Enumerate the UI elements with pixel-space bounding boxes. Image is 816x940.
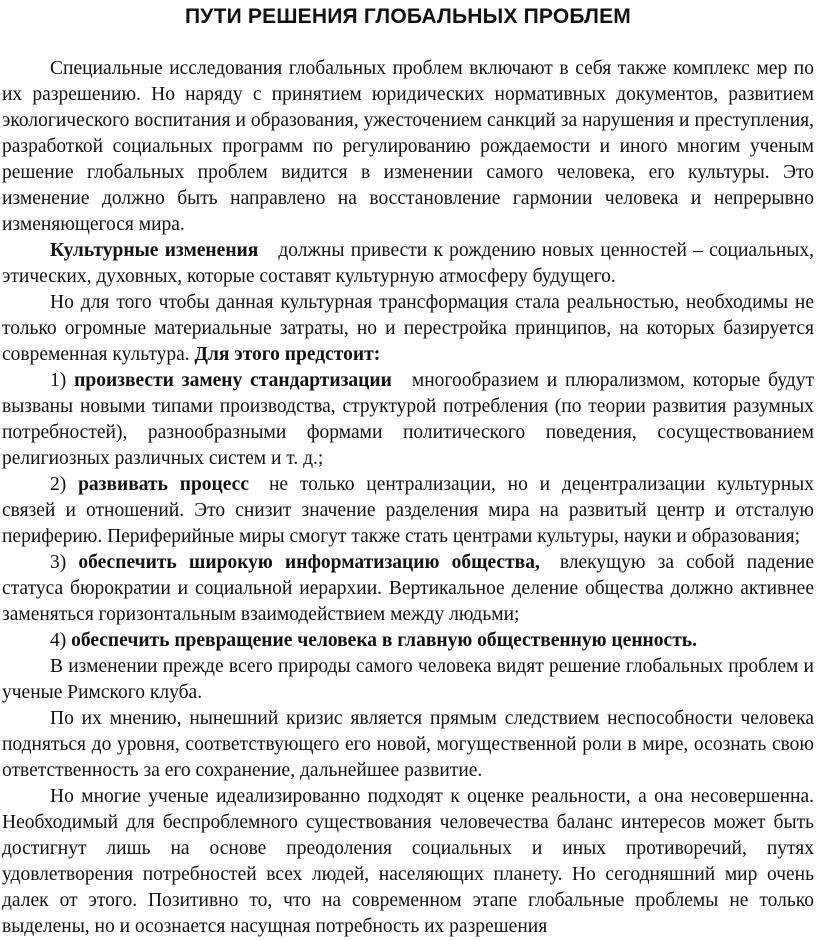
- paragraph-club-of-rome: В изменении прежде всего природы самого человека видят решение глобальных проблем и ученые Римского клуба.: [2, 656, 814, 703]
- list-item-1: [2, 368, 814, 472]
- list-item-3: [2, 550, 814, 628]
- document-title: ПУТИ РЕШЕНИЯ ГЛОБАЛЬНЫХ ПРОБЛЕМ: [185, 5, 631, 28]
- paragraph-intro: Специальные исследования глобальных проблем включают в себя также комплекс мер по их разрешению. Но наряду с принятием юридических нормативных документов, развитием экологического воспитания и образования, ужесточением санкций за нарушения и преступления, разработкой социальных программ по регулированию рождаемости и иного многим ученым решение глобальных проблем видится в изменении самого человека, его культуры. Это изменение должно быть направлено на восстановление гармонии человека и непрерывно изменяющегося мира.: [2, 58, 814, 235]
- list-item-4-number: 4): [50, 630, 67, 651]
- paragraph-transformation: [2, 290, 814, 368]
- list-item-2-number: 2): [50, 474, 67, 495]
- tasks-heading: Для этого предстоит:: [194, 344, 381, 365]
- list-item-2-text: не только централизации, но и децентрализации культурных связей и отношений. Это снизит значение разделения мира на развитый центр и отсталую периферию. Периферийные миры смогут также стать центрами культуры, науки и образования;: [2, 474, 814, 547]
- cultural-changes-term: Культурные изменения: [50, 240, 259, 261]
- list-item-1-bold: произвести замену стандартизации: [74, 370, 392, 391]
- list-item-4-bold: обеспечить превращение человека в главную общественную ценность.: [71, 630, 697, 651]
- list-item-3-number: 3): [50, 552, 67, 573]
- cultural-changes-text: должны привести к рождению новых ценностей – социальных, этических, духовных, которые составят культурную атмосферу будущего.: [2, 240, 815, 287]
- list-item-1-number: 1): [50, 370, 67, 391]
- list-item-2: [2, 472, 814, 550]
- list-item-2-bold: развивать процесс: [78, 474, 249, 495]
- list-item-3-text: влекущую за собой падение статуса бюрократии и социальной иерархии. Вертикальное деление общества должно активнее заменяться горизонтальным взаимодействием между людьми;: [2, 552, 815, 625]
- paragraph-reality: Но многие ученые идеализированно подходят к оценке реальности, а она несовершенна. Необходимый для беспроблемного существования человечества баланс интересов может быть достигнут лишь на основе преодоления социальных и иных противоречий, путях удовлетворения потребностей всех людей, населяющих планету. Но сегодняшний мир очень далек от этого. Позитивно то, что на современном этапе глобальные проблемы не только выделены, но и осознается насущная потребность их разрешения: [2, 786, 814, 937]
- list-item-3-bold: обеспечить широкую информатизацию общества,: [78, 552, 540, 573]
- list-item-4: [2, 628, 814, 654]
- transformation-text: Но для того чтобы данная культурная трансформация стала реальностью, необходимы не только огромные материальные затраты, но и перестройка принципов, на которых базируется современная культура.: [2, 292, 814, 365]
- paragraph-crisis: По их мнению, нынешний кризис является прямым следствием неспособности человека подняться до уровня, соответствующего его новой, могущественной роли в мире, осознать свою ответственность за его сохранение, дальнейшее развитие.: [2, 708, 814, 781]
- list-item-1-text: многообразием и плюрализмом, которые будут вызваны новыми типами производства, структурой потребления (по теории развития разумных потребностей), разнообразными формами политического поведения, сосуществованием религиозных различных систем и т. д.;: [2, 370, 814, 469]
- paragraph-cultural-changes: [2, 238, 814, 290]
